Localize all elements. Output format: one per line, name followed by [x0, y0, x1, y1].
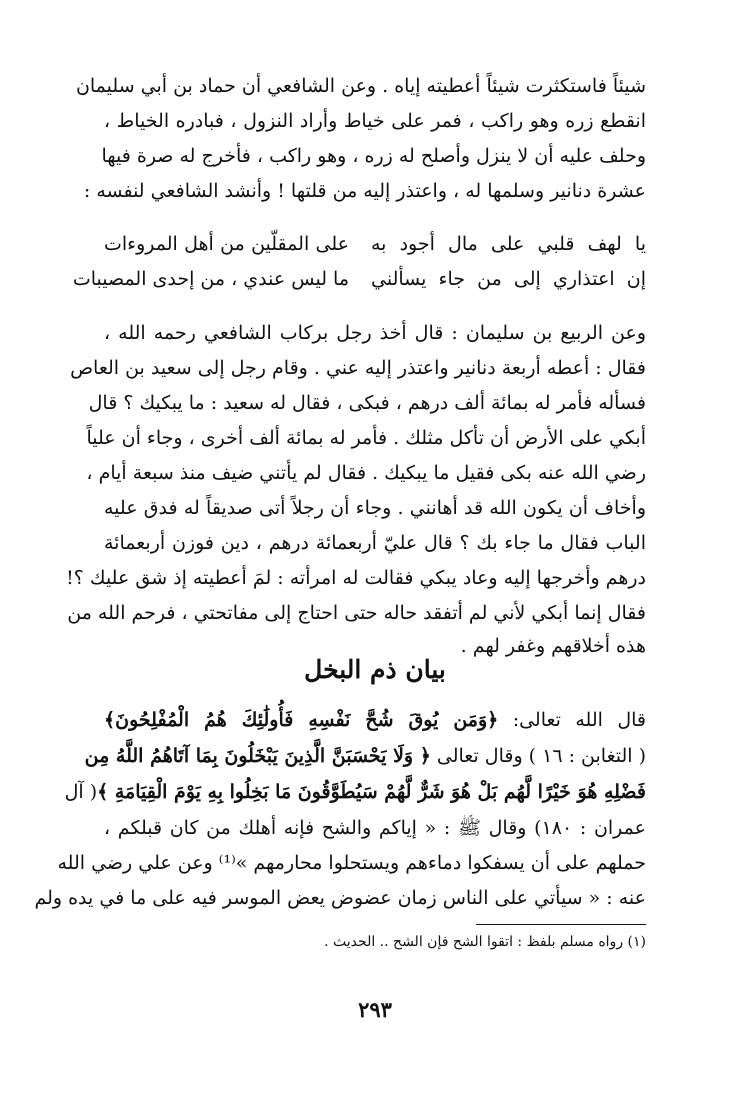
paragraph-3-line-4 — [104, 814, 646, 844]
paragraph-2-line-3: فسأله فأمر له بمائة ألف درهم ، فبكى ، فقال له سعيد : ما يبكيك ؟ قال — [88, 392, 646, 414]
poem-verse-2 — [72, 265, 646, 295]
paragraph-2-line-10: هذه أخلاقهم وغفر لهم . — [460, 635, 646, 657]
quran-verse-text: ﴿وَمَن يُوقَ شُحَّ نَفْسِهِ فَأُولَٰئِكَ هُمُ الْمُفْلِحُونَ﴾ — [104, 709, 499, 731]
verse-1-second-hemistich: على المقلّين من أهل المروءات — [104, 233, 349, 255]
verse-2-first-hemistich: إن اعتذاري إلى من جاء يسألني — [371, 268, 646, 290]
paragraph-1-line-4: عشرة دنانير وسلمها له ، واعتذر إليه من قلتها ! وأنشد الشافعي لنفسه : — [83, 180, 646, 202]
line-text: حملهم على أن يسفكوا دماءهم ويستحلوا محارمهم »⁽¹⁾ وعن علي رضي الله — [57, 852, 646, 874]
paragraph-3-line-6 — [34, 884, 646, 914]
paragraph-2-line-7: الباب فقال ما جاء بك ؟ قال عليّ أربعمائة درهم ، دين فوزن أربعمائة — [104, 532, 646, 554]
quran-verse-text: فَضْلِهِ هُوَ خَيْرًا لَّهُم بَلْ هُوَ شَرٌّ لَّهُمْ سَيُطَوَّقُونَ مَا بَخِلُوا بِهِ يَوْمَ الْقِيَامَةِ ﴾ — [97, 781, 646, 803]
paragraph-2-line-5: رضي الله عنه بكى فقيل ما يبكيك . فقال لم يأتني ضيف منذ سبعة أيام ، — [86, 462, 646, 484]
footnote-separator — [476, 924, 646, 925]
paragraph-3-line-1 — [104, 706, 646, 736]
page-number: ٢٩٣ — [358, 997, 392, 1022]
paragraph-2-line-4: أبكي على الأرض أن تأكل مثلك . فأمر له بمائة ألف أخرى ، وجاء أن علياً — [86, 427, 646, 449]
poem-verse-1 — [104, 230, 646, 260]
verse-1-first-hemistich: يا لهف قلبي على مال أجود به — [371, 233, 646, 255]
paragraph-1-line-2: انقطع زره وهو راكب ، فمر على خياط وأراد النزول ، فبادره الخياط ، — [104, 110, 646, 132]
paragraph-2-line-2: فقال : أعطه أربعة دنانير واعتذر إليه عني . وقام رجل إلى سعيد بن العاص — [70, 357, 646, 379]
line-text: عنه : « سيأتي على الناس زمان عضوض يعض الموسر فيه على ما في يده ولم — [34, 887, 646, 909]
paragraph-1-line-3: وحلف عليه أن لا ينزل وأصلح له زره ، وهو راكب ، فأخرج له صرة فيها — [101, 145, 646, 167]
verse-2-second-hemistich: ما ليس عندي ، من إحدى المصيبات — [72, 268, 349, 290]
line-text: ( التغابن : ١٦ ) وقال تعالى — [430, 745, 646, 767]
paragraph-3-line-3 — [64, 778, 646, 808]
line-text: قال الله تعالى: — [498, 709, 646, 731]
paragraph-1-line-1: شيئاً فاستكثرت شيئاً أعطيته إياه . وعن الشافعي أن حماد بن أبي سليمان — [75, 75, 646, 97]
paragraph-2-line-6: وأخاف أن يكون الله قد أهانني . وجاء أن رجلاً أتى صديقاً له فدق عليه — [104, 497, 646, 519]
line-text: عمران : ١٨٠) وقال ﷺ : « إياكم والشح فإنه أهلك من كان قبلكم ، — [104, 817, 646, 839]
paragraph-3-line-5 — [57, 849, 646, 879]
quran-verse-text: ﴿ وَلَا يَحْسَبَنَّ الَّذِينَ يَبْخَلُونَ بِمَا آتَاهُمُ اللَّهُ مِن — [84, 745, 431, 767]
paragraph-3-line-2 — [84, 742, 646, 772]
line-text: ( آل — [64, 781, 98, 803]
paragraph-2-line-8: درهم وأخرجها إليه وعاد يبكي فقالت له امرأته : لمَ أعطيته إذ شق عليك ؟! — [66, 567, 646, 589]
section-heading: بيان ذم البخل — [304, 655, 446, 684]
paragraph-2-line-9: فقال إنما أبكي لأني لم أتفقد حاله حتى احتاج إلى مفاتحتي ، فرحم الله من — [67, 602, 646, 624]
paragraph-2-line-1: وعن الربيع بن سليمان : قال أخذ رجل بركاب الشافعي رحمه الله ، — [104, 322, 646, 344]
footnote: (١) رواه مسلم بلفظ : اتقوا الشح فإن الشح .. الحديث . — [324, 934, 646, 950]
